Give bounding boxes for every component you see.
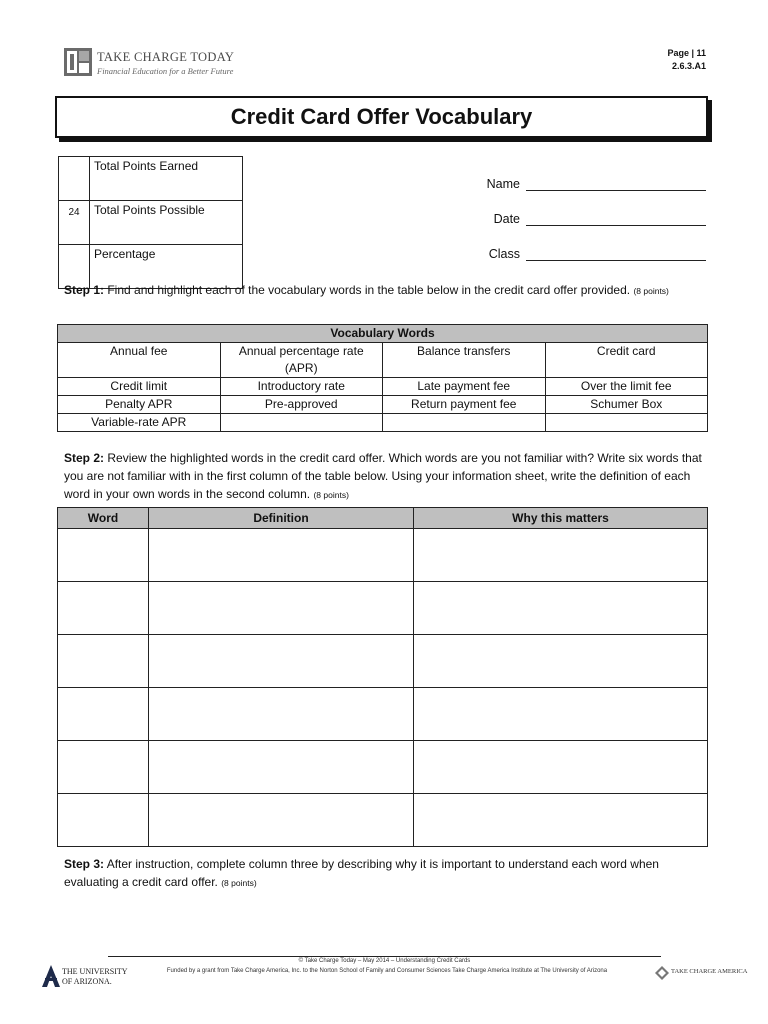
points-possible-value: 24 [59,201,90,245]
definition-cell[interactable] [149,794,414,847]
vocab-word: Balance transfers [383,343,546,378]
step-1-lead: Step 1: [64,283,105,297]
points-earned-label: Total Points Earned [90,157,243,201]
why-cell[interactable] [414,741,708,794]
definition-cell[interactable] [149,688,414,741]
page-label: Page | 11 [667,48,706,58]
vocabulary-header: Vocabulary Words [58,325,708,343]
word-cell[interactable] [58,635,149,688]
step-3-points: (8 points) [221,878,257,888]
table-row [58,378,708,396]
points-possible-label: Total Points Possible [90,201,243,245]
ua-wordmark [62,967,128,987]
logo-name: TAKE CHARGE TODAY [97,50,235,64]
table-row [58,635,708,688]
step-1-instructions [64,281,704,300]
why-cell[interactable] [414,582,708,635]
vocab-word: Schumer Box [545,396,708,414]
word-definition-table [57,507,708,847]
page-number [667,47,706,73]
vocabulary-table [57,324,708,432]
vocab-word: Return payment fee [383,396,546,414]
doc-code: 2.6.3.A1 [671,61,706,71]
definition-column-header: Definition [149,508,414,529]
word-cell[interactable] [58,529,149,582]
arizona-a-icon [42,965,60,987]
definition-cell[interactable] [149,635,414,688]
tca-mark-icon [655,966,669,980]
word-cell[interactable] [58,794,149,847]
name-field [460,175,706,191]
class-field [460,245,706,261]
vocab-word: Introductory rate [220,378,383,396]
step-3-instructions [64,855,704,892]
step-1-text: Find and highlight each of the vocabulary words in the table below in the credit card offer provided. [104,283,634,297]
word-cell[interactable] [58,741,149,794]
class-input-line[interactable] [526,245,706,261]
table-row [58,582,708,635]
table-row [58,396,708,414]
table-row [58,741,708,794]
why-cell[interactable] [414,688,708,741]
word-cell[interactable] [58,582,149,635]
date-field [460,210,706,226]
word-cell[interactable] [58,688,149,741]
table-row [58,529,708,582]
ua-line-2: OF ARIZONA. [62,977,112,986]
step-3-lead: Step 3: [64,857,105,871]
vocab-word: Credit limit [58,378,221,396]
table-row [58,414,708,432]
vocab-word: Annual fee [58,343,221,378]
name-input-line[interactable] [526,175,706,191]
step-2-text: Review the highlighted words in the credit card offer. Which words are you not familiar with? Write six words that you are not familiar with in the first column of the table below. Using your information sheet, write the definition of each word in your own words in the second column. [64,451,702,501]
table-row [58,343,708,378]
definition-cell[interactable] [149,741,414,794]
why-column-header: Why this matters [414,508,708,529]
definition-cell[interactable] [149,582,414,635]
table-row [58,794,708,847]
step-2-lead: Step 2: [64,451,105,465]
footer-copyright: © Take Charge Today – May 2014 – Understanding Credit Cards [298,958,471,964]
step-1-points: (8 points) [633,286,669,296]
vocab-word: Over the limit fee [545,378,708,396]
step-2-points: (8 points) [313,490,349,500]
vocab-word: Annual percentage rate (APR) [220,343,383,378]
logo-tagline: Financial Education for a Better Future [97,66,234,76]
points-row [59,201,243,245]
date-label: Date [493,212,520,226]
step-3-text: After instruction, complete column three by describing why it is important to understand each word when evaluating a credit card offer. [64,857,659,889]
why-cell[interactable] [414,529,708,582]
definition-cell[interactable] [149,529,414,582]
footer-funding: Funded by a grant from Take Charge America, Inc. to the Norton School of Family and Consumer Sciences Take Charge America Institute at The University of Arizona [166,968,608,974]
percentage-label: Percentage [90,245,243,289]
class-label: Class [488,247,520,261]
vocab-word: Variable-rate APR [58,414,221,432]
take-charge-today-logo [64,48,234,80]
page-title-box [55,96,708,138]
page-title: Credit Card Offer Vocabulary [230,104,533,129]
vocab-word: Penalty APR [58,396,221,414]
take-charge-america-logo [655,966,748,986]
vocab-word [383,414,546,432]
points-earned-value[interactable] [59,157,90,201]
date-input-line[interactable] [526,210,706,226]
table-row [58,688,708,741]
vocab-word: Pre-approved [220,396,383,414]
university-of-arizona-logo [42,965,132,989]
points-table [58,156,243,289]
ua-line-1: THE UNIVERSITY [62,967,128,976]
vocab-word: Late payment fee [383,378,546,396]
footer-divider [108,956,661,957]
points-row [59,157,243,201]
name-label: Name [486,177,520,191]
step-2-instructions [64,449,704,504]
vocab-word [220,414,383,432]
vocab-word [545,414,708,432]
vocab-word: Credit card [545,343,708,378]
word-column-header: Word [58,508,149,529]
tca-wordmark: TAKE CHARGE AMERICA [671,968,748,975]
why-cell[interactable] [414,635,708,688]
logo-mark-icon [64,48,92,76]
why-cell[interactable] [414,794,708,847]
